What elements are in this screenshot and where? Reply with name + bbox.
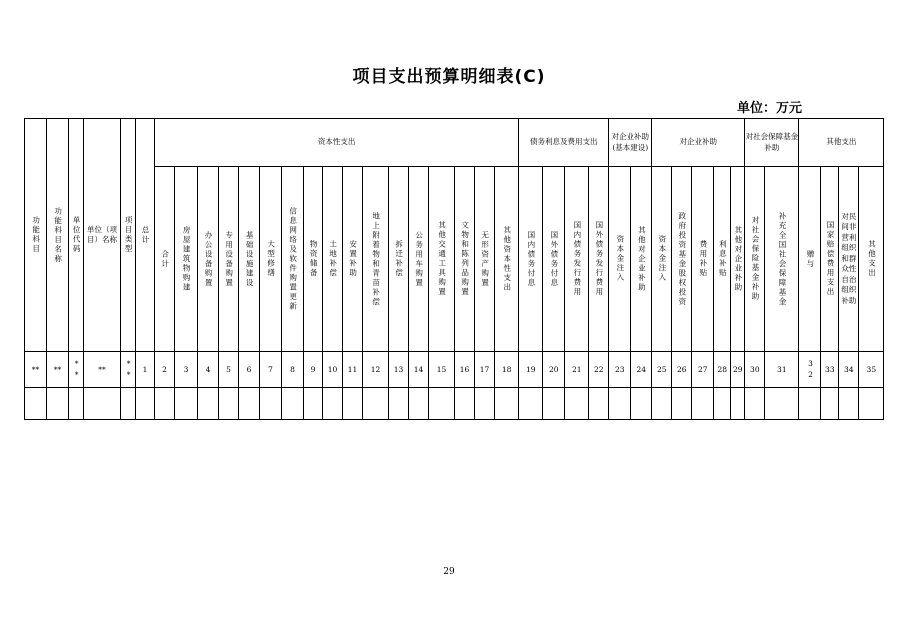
sub-header: 利息补贴 — [714, 167, 731, 352]
sub-header: 专用设备购置 — [219, 167, 239, 352]
sub-header: 其他支出 — [859, 167, 884, 352]
index-cell: 16 — [455, 352, 475, 388]
header-function-code: 功能科目 — [25, 119, 47, 352]
index-cell: ** — [121, 352, 136, 388]
sub-header: 其他对企业补助 — [731, 167, 745, 352]
index-cell: 17 — [475, 352, 495, 388]
sub-header: 对民间非营利组织和群众性自治组织补助 — [839, 167, 859, 352]
index-cell: 4 — [198, 352, 219, 388]
sub-header: 无形资产购置 — [475, 167, 495, 352]
header-unit-project-name: 单位（项目）名称 — [84, 119, 121, 352]
sub-header: 国内债务发行费用 — [565, 167, 589, 352]
sub-header: 补充全国社会保障基金 — [765, 167, 799, 352]
sub-header: 办公设备购置 — [198, 167, 219, 352]
sub-header: 其他交通工具购置 — [429, 167, 455, 352]
group-enterprise-subsidy-construction: 对企业补助(基本建设) — [609, 119, 652, 167]
index-cell: ** — [25, 352, 47, 388]
index-cell: 29 — [731, 352, 745, 388]
index-cell: 32 — [799, 352, 821, 388]
index-cell: 34 — [839, 352, 859, 388]
unit-label: 单位：万元 — [737, 101, 803, 116]
sub-header: 国内债务付息 — [519, 167, 543, 352]
sub-header: 资本金注入 — [609, 167, 631, 352]
index-cell: 33 — [821, 352, 839, 388]
sub-header: 国外债务付息 — [543, 167, 565, 352]
index-cell: 11 — [343, 352, 363, 388]
index-cell: 18 — [495, 352, 519, 388]
index-cell: 25 — [652, 352, 672, 388]
page-title: 项目支出预算明细表(C) — [352, 67, 546, 87]
index-cell: 24 — [631, 352, 652, 388]
sub-header: 公务用车购置 — [409, 167, 429, 352]
index-cell: 9 — [304, 352, 323, 388]
index-cell: 27 — [692, 352, 714, 388]
index-cell: 15 — [429, 352, 455, 388]
index-cell: ** — [69, 352, 84, 388]
sub-header: 国外债务发行费用 — [589, 167, 609, 352]
index-cell: 7 — [260, 352, 282, 388]
index-cell: 28 — [714, 352, 731, 388]
sub-header: 费用补贴 — [692, 167, 714, 352]
empty-data-row — [25, 388, 884, 420]
index-cell: 20 — [543, 352, 565, 388]
sub-header: 基础设施建设 — [239, 167, 260, 352]
sub-header: 对社会保险基金补助 — [745, 167, 765, 352]
index-cell: ** — [47, 352, 69, 388]
sub-header: 合计 — [155, 167, 175, 352]
header-project-type: 项目类型 — [121, 119, 136, 352]
index-cell: 6 — [239, 352, 260, 388]
group-social-security-subsidy: 对社会保障基金补助 — [745, 119, 799, 167]
sub-header: 安置补助 — [343, 167, 363, 352]
sub-header: 大型修缮 — [260, 167, 282, 352]
group-capital-expenditure: 资本性支出 — [155, 119, 519, 167]
index-cell: 35 — [859, 352, 884, 388]
sub-header: 其他对企业补助 — [631, 167, 652, 352]
header-grand-total: 总计 — [136, 119, 155, 352]
index-cell: 1 — [136, 352, 155, 388]
index-cell: 13 — [389, 352, 409, 388]
sub-header: 土地补偿 — [323, 167, 343, 352]
group-other-expenditure: 其他支出 — [799, 119, 884, 167]
page-number: 29 — [443, 567, 455, 577]
sub-header: 国家赔偿费用支出 — [821, 167, 839, 352]
header-function-name: 功能科目名称 — [47, 119, 69, 352]
index-cell: 2 — [155, 352, 175, 388]
group-debt-interest: 债务利息及费用支出 — [519, 119, 609, 167]
header-unit-code: 单位代码 — [69, 119, 84, 352]
sub-header: 资本金注入 — [652, 167, 672, 352]
sub-header: 拆迁补偿 — [389, 167, 409, 352]
index-cell: 23 — [609, 352, 631, 388]
sub-header: 文物和陈列品购置 — [455, 167, 475, 352]
index-cell: 8 — [282, 352, 304, 388]
index-cell: 3 — [175, 352, 198, 388]
index-cell: 19 — [519, 352, 543, 388]
index-cell: 12 — [363, 352, 389, 388]
group-enterprise-subsidy: 对企业补助 — [652, 119, 745, 167]
index-cell: 10 — [323, 352, 343, 388]
index-cell: 14 — [409, 352, 429, 388]
index-cell: 30 — [745, 352, 765, 388]
index-cell: ** — [84, 352, 121, 388]
index-cell: 21 — [565, 352, 589, 388]
index-cell: 5 — [219, 352, 239, 388]
sub-header: 物资储备 — [304, 167, 323, 352]
index-cell: 31 — [765, 352, 799, 388]
budget-table — [24, 118, 884, 420]
sub-header: 房屋建筑物购建 — [175, 167, 198, 352]
sub-header: 其他资本性支出 — [495, 167, 519, 352]
index-cell: 26 — [672, 352, 692, 388]
index-cell: 22 — [589, 352, 609, 388]
sub-header: 赠与 — [799, 167, 821, 352]
sub-header: 地上附着物和青苗补偿 — [363, 167, 389, 352]
sub-header: 信息网络及软件购置更新 — [282, 167, 304, 352]
sub-header: 政府投资基金股权投资 — [672, 167, 692, 352]
